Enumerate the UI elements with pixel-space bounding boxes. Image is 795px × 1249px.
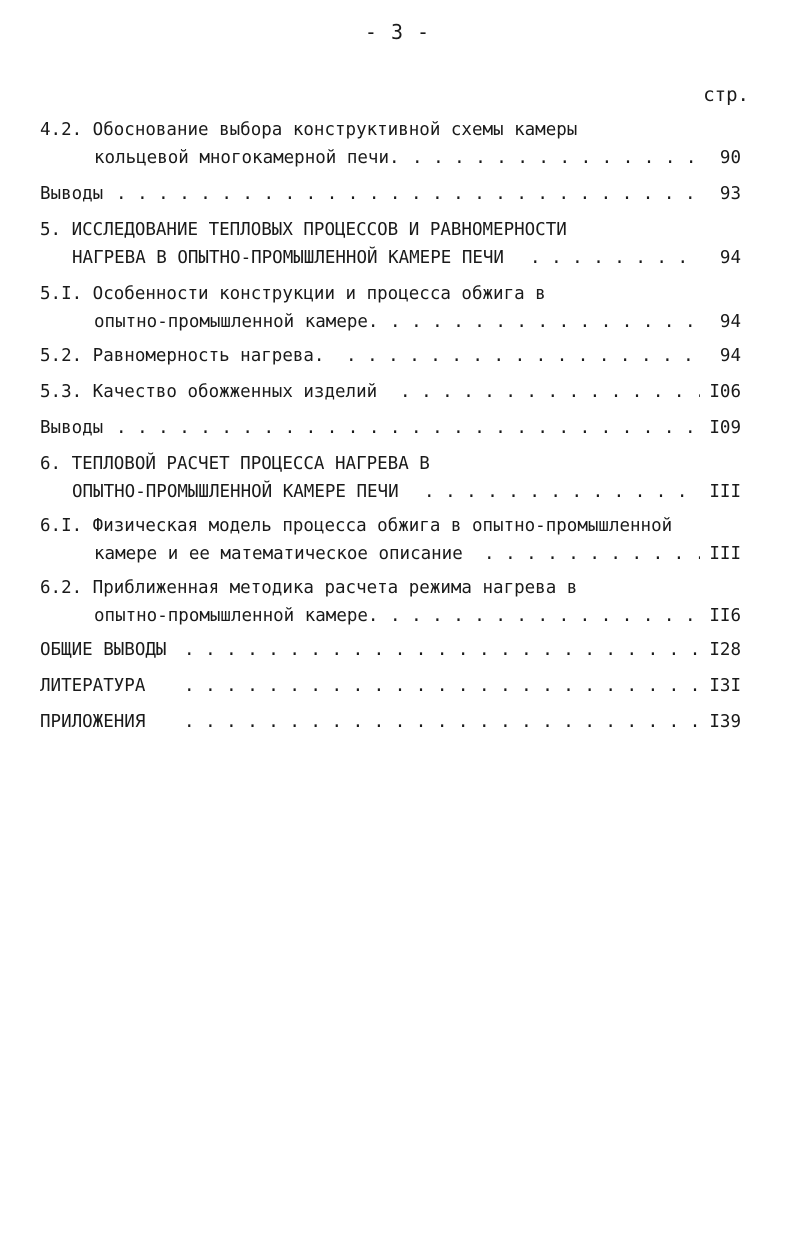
- dot-leader: [116, 416, 700, 440]
- entry-title: Выводы: [40, 184, 104, 204]
- dot-leader: [184, 674, 700, 698]
- entry-title-continued: опытно-промышленной камере.: [94, 606, 379, 626]
- page-column-label: стр.: [703, 84, 749, 106]
- entry-title: 6.2. Приближенная методика расчета режима нагрева в: [40, 578, 578, 598]
- entry-page: I06: [709, 382, 741, 402]
- entry-title: 5.I. Особенности конструкции и процесса обжига в: [40, 284, 546, 304]
- page-number: - 3 -: [364, 20, 431, 44]
- entry-title: 6. ТЕПЛОВОЙ РАСЧЕТ ПРОЦЕССА НАГРЕВА В: [40, 454, 430, 474]
- entry-page: III: [709, 482, 741, 502]
- entry-title: ПРИЛОЖЕНИЯ: [40, 712, 146, 732]
- entry-title-continued: опытно-промышленной камере.: [94, 312, 379, 332]
- entry-title-continued: кольцевой многокамерной печи.: [94, 148, 400, 168]
- entry-title: 5. ИССЛЕДОВАНИЕ ТЕПЛОВЫХ ПРОЦЕССОВ И РАВНОМЕРНОСТИ: [40, 220, 567, 240]
- entry-page: 93: [719, 184, 741, 204]
- entry-page: I09: [709, 418, 741, 438]
- entry-page: 94: [719, 248, 741, 268]
- entry-page: 94: [719, 346, 741, 366]
- entry-title: ОБЩИЕ ВЫВОДЫ: [40, 640, 167, 660]
- entry-page: 94: [719, 312, 741, 332]
- entry-page: III: [709, 544, 741, 564]
- entry-title: 4.2. Обоснование выбора конструктивной схемы камеры: [40, 120, 578, 140]
- entry-title: ЛИТЕРАТУРА: [40, 676, 146, 696]
- entry-title-continued: НАГРЕВА В ОПЫТНО-ПРОМЫШЛЕННОЙ КАМЕРЕ ПЕЧИ: [72, 248, 504, 268]
- entry-page: II6: [709, 606, 741, 626]
- entry-title: Выводы: [40, 418, 104, 438]
- dot-leader: [484, 542, 700, 566]
- entry-title: 5.3. Качество обожженных изделий: [40, 382, 378, 402]
- dot-leader: [184, 638, 700, 662]
- entry-page: 90: [719, 148, 741, 168]
- entry-page: I28: [709, 640, 741, 660]
- entry-page: I39: [709, 712, 741, 732]
- dot-leader: [400, 380, 700, 404]
- entry-page: I3I: [709, 676, 741, 696]
- dot-leader: [184, 710, 700, 734]
- entry-title: 6.I. Физическая модель процесса обжига в опытно-промышленной: [40, 516, 673, 536]
- dot-leader: [530, 246, 700, 270]
- entry-title-continued: камере и ее математическое описание: [94, 544, 463, 564]
- dot-leader: [346, 344, 700, 368]
- dot-leader: [390, 604, 700, 628]
- dot-leader: [412, 146, 700, 170]
- dot-leader: [390, 310, 700, 334]
- dot-leader: [424, 480, 700, 504]
- entry-title: 5.2. Равномерность нагрева.: [40, 346, 325, 366]
- dot-leader: [116, 182, 700, 206]
- entry-title-continued: ОПЫТНО-ПРОМЫШЛЕННОЙ КАМЕРЕ ПЕЧИ: [72, 482, 399, 502]
